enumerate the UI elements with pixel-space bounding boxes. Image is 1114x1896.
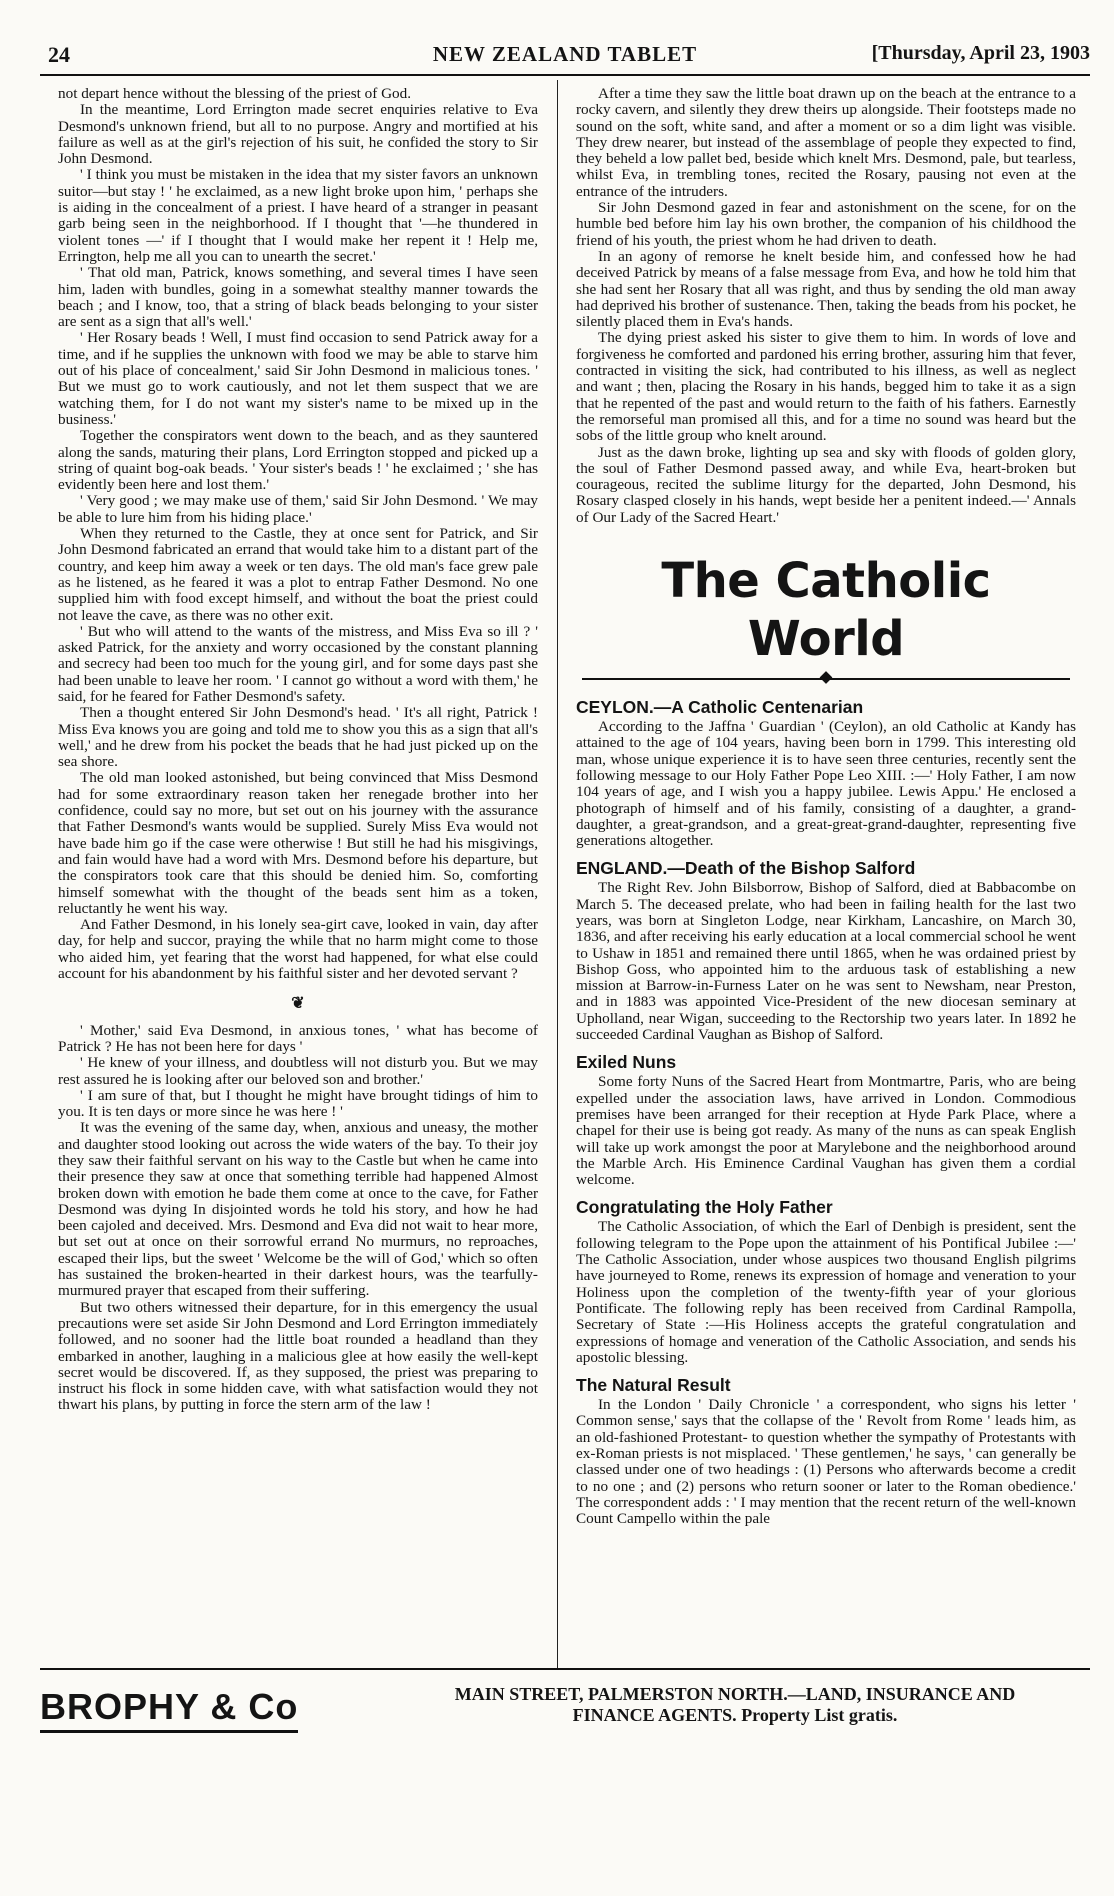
advertisement xyxy=(40,1684,1090,1754)
paragraph: But two others witnessed their departure, for in this emergency the usual precautions were set aside Sir John Desmond and Lord Errington immediately followed, and no sooner had the little boat rounded a headland than they embarked in another, laughing in a malicious glee at how easily the well-kept secret would be discovered. If, as they supposed, the priest was preparing to instruct his flock in some hidden cave, with what satisfaction would they not thwart his plans, by putting in force the stern arm of the law ! xyxy=(58,1298,538,1414)
issue-date: [Thursday, April 23, 1903 xyxy=(871,42,1090,64)
article-heading: Exiled Nuns xyxy=(576,1052,677,1073)
page-header xyxy=(40,42,1090,72)
paragraph: ' Very good ; we may make use of them,' said Sir John Desmond. ' We may be able to lure him from his hiding place.' xyxy=(58,492,538,526)
ad-line-1: MAIN STREET, PALMERSTON NORTH.—LAND, INSURANCE AND xyxy=(454,1684,1016,1704)
paragraph: ' He knew of your illness, and doubtless will not disturb you. But we may rest assured he is looking after our beloved son and brother.' xyxy=(58,1054,538,1088)
article-body: In the London ' Daily Chronicle ' a correspondent, who signs his letter ' Common sense,' says that the collapse of the ' Revolt from Rome ' leads him, as an old-fashioned Protestant- to question whether the sympathy of Protestants with ex-Roman priests is not misplaced. ' These gentlemen,' he says, ' can generally be classed under one of two headings : (1) Persons who afterwards become a credit to no one ; and (2) persons who return sooner or later to the Roman obedience.' The correspondent adds : ' I may mention that the recent return of the well-known Count Campello within the pale xyxy=(576,1396,1076,1528)
ad-line-2 xyxy=(385,1705,1085,1726)
paragraph: not depart hence without the blessing of the priest of God. xyxy=(58,85,412,102)
advertiser-name: BROPHY & Co xyxy=(40,1686,298,1733)
article-heading: The Natural Result xyxy=(576,1375,731,1396)
article-body: Some forty Nuns of the Sacred Heart from Montmartre, Paris, who are being expelled under the association laws, have arrived in London. Commodious premises have been arranged for their reception at Hyde Park Place, where a chapel for their use is being got ready. As many of the nuns as can speak English will take up work amongst the poor at Marylebone and the neighborhood around the Marble Arch. His Eminence Cardinal Vaughan has given them a cordial welcome. xyxy=(576,1073,1076,1189)
footer-rule xyxy=(40,1668,1090,1670)
paragraph: Together the conspirators went down to the beach, and as they sauntered along the sands, maturing their plans, Lord Errington stopped and picked up a string of quaint bog-oak beads. ' Your sister's beads ! ' he exclaimed ; ' she has evidently been here and lost them.' xyxy=(58,427,538,494)
article-body: The Catholic Association, of which the Earl of Denbigh is president, sent the following telegram to the Pope upon the attainment of his Pontifical Jubilee :—' The Catholic Association, under whose auspices two thousand English pilgrims have journeyed to Rome, renews its expression of homage and veneration to your Holiness upon the completion of the twenty-fifth year of your glorious Pontificate. The following reply has been received from Cardinal Rampolla, Secretary of State :—His Holiness accepts the grateful congratulation and expressions of homage and veneration of the Catholic Association, and sends his apostolic blessing. xyxy=(576,1218,1076,1366)
paragraph: ' I think you must be mistaken in the idea that my sister favors an unknown suitor—but stay ! ' he exclaimed, as a new light broke upon him, ' perhaps she is aiding in the concealment of a priest. I have heard of a stranger in peasant garb being seen in the neighborhood. If I thought that '—he thundered in violent tones —' if I thought that I would make her repent it ! Help me, Errington, help me all you can to unearth the secret.' xyxy=(58,166,538,265)
publication-title: NEW ZEALAND TABLET xyxy=(432,42,698,66)
paragraph: The dying priest asked his sister to give them to him. In words of love and forgiveness he comforted and pardoned his erring brother, assuring him that fever, contracted in visiting the sick, had contributed to his illness, as well as neglect and want ; then, placing the Rosary in his hands, begged him to take it as a sign that he repented of the past and would return to the faith of his fathers. Earnestly the remorseful man promised all this, and for a time no sound was heard but the sobs of the little group who knelt around. xyxy=(576,329,1076,445)
ad-line-2-rest: Property List gratis. xyxy=(741,1705,898,1725)
paragraph: In an agony of remorse he knelt beside him, and confessed how he had deceived Patrick by means of a false message from Eva, and how he told him that she had sent her Rosary that all was right, and thus by sending the old man away had deprived his brother of sustenance. Then, taking the beads from his pocket, he silently placed them in Eva's hands. xyxy=(576,247,1076,331)
article-heading: ENGLAND.—Death of the Bishop Salford xyxy=(576,858,916,879)
ad-line-2-bold: FINANCE AGENTS. xyxy=(572,1705,737,1725)
left-column xyxy=(58,86,538,1414)
paragraph: ' Mother,' said Eva Desmond, in anxious tones, ' what has become of Patrick ? He has not been here for days ' xyxy=(58,1021,538,1055)
paragraph: ' But who will attend to the wants of the mistress, and Miss Eva so ill ? ' asked Patrick, for the anxiety and worry occasioned by the constant planning and secrecy had been too much for the young girl, and for some days past she had been unable to leave her room. ' I cannot go without a word with them,' he said, for he feared for Father Desmond's safety. xyxy=(58,622,538,705)
column-divider xyxy=(557,80,558,1670)
page-number: 24 xyxy=(48,42,70,67)
paragraph: ' I am sure of that, but I thought he might have brought tidings of him to you. It is ten days or more since he was here ! ' xyxy=(58,1086,538,1121)
article-body: According to the Jaffna ' Guardian ' (Ceylon), an old Catholic at Kandy has attained to the age of 104 years, having been born in 1799. This interesting old man, whose unique experience it is to have seen three centuries, recently sent the following message to our Holy Father Pope Leo XIII. :—' Holy Father, I am now 104 years of age, and I wish you a happy jubilee. Lewis Appu.' He enclosed a photograph of himself and of his family, consisting of a daughter, a grand-daughter, a great-grandson, and a great-great-grand-daughter, representing five generations altogether. xyxy=(576,718,1076,850)
paragraph: Then a thought entered Sir John Desmond's head. ' It's all right, Patrick ! Miss Eva knows you are going and told me to show you this as a sign that all's well,' and he drew from his pocket the beads that he had just picked up on the sea shore. xyxy=(58,704,538,771)
diamond-icon xyxy=(820,671,833,684)
paragraph: Just as the dawn broke, lighting up sea and sky with floods of golden glory, the soul of Father Desmond passed away, and while Eva, heart-broken but courageous, recited the sublime liturgy for the departed, John Desmond, his Rosary clasped closely in his hands, wept beside her a penitent indeed.—' Annals of Our Lady of the Sacred Heart.' xyxy=(576,443,1076,526)
title-rule-ornament xyxy=(582,672,1070,686)
header-rule xyxy=(40,74,1090,76)
section-separator-ornament: ❦ xyxy=(291,995,305,1013)
advertisement-text xyxy=(385,1684,1085,1726)
paragraph: ' Her Rosary beads ! Well, I must find occasion to send Patrick away for a time, and if he supplies the unknown with food we may be able to starve him out of his place of concealment,' said Sir John Desmond in malicious tones. ' But we must go to work cautiously, and not let them suspect that we are watching them, for I do not want my sister's name to be mixed up in the business.' xyxy=(58,329,538,428)
paragraph: The old man looked astonished, but being convinced that Miss Desmond had for some extraordinary reason taken her renegade brother into her confidence, could say no more, but set out on his journey with the assurance that Father Desmond's wants would be supplied. Surely Miss Eva would not have bade him go if the case were otherwise ! But still he had his misgivings, and fain would have had a word with Mrs. Desmond before his departure, but the conspirators took care that this should be denied him. So, comforting himself somewhat with the thought of the beads sent him as a token, reluctantly he went his way. xyxy=(58,769,538,917)
paragraph: ' That old man, Patrick, knows something, and several times I have seen him, laden with bundles, going in a somewhat stealthy manner towards the beach ; and I know, too, that a string of black beads belonging to your sister are sent as a sign that all's well.' xyxy=(58,264,538,331)
paragraph: After a time they saw the little boat drawn up on the beach at the entrance to a rocky cavern, and silently they drew theirs up alongside. Their footsteps made no sound on the soft, white sand, and after a moment or so a dim light was visible. They drew nearer, but instead of the assemblage of people they expected to find, they beheld a low pallet bed, beside which knelt Mrs. Desmond, pale, but tearless, whilst Eva, in trembling tones, recited the Rosary, pausing not even at the entrance of the intruders. xyxy=(576,85,1076,200)
paragraph: And Father Desmond, in his lonely sea-girt cave, looked in vain, day after day, for help and succor, praying the while that no harm might come to those who aided him, yet fearing that the worst had happened, for what else could account for his abandonment by his faithful sister and her devoted servant ? xyxy=(58,916,538,983)
article-heading: CEYLON.—A Catholic Centenarian xyxy=(576,697,864,718)
paragraph: It was the evening of the same day, when, anxious and uneasy, the mother and daughter stood looking out across the wide waters of the bay. To their joy they saw their faithful servant on his way to the Castle but when he came into their presence they saw at once that something terrible had happened Almost broken down with emotion he bade them come at once to the cave, for Father Desmond was dying In disjointed words he told his story, and how he had been cajoled and deceived. Mrs. Desmond and Eva did not wait to hear more, but set out at once on their sorrowful errand No murmurs, no reproaches, escaped their lips, but the sweet ' Welcome be the will of God,' which so often has sustained the broken-hearted in their darkest hours, was the tearfully-murmured prayer that escaped from their suffering. xyxy=(58,1119,538,1300)
paragraph: When they returned to the Castle, they at once sent for Patrick, and Sir John Desmond fabricated an errand that would take him to a distant part of the country, and keep him away a week or ten days. The old man's face grew pale as he listened, as he feared it was a plot to entrap Father Desmond. No one supplied him with food except himself, and without the boat the priest could not leave the cave, as there was no other exit. xyxy=(58,525,538,624)
article-body: The Right Rev. John Bilsborrow, Bishop of Salford, died at Babbacombe on March 5. The deceased prelate, who had been in failing health for the last two years, was born at Singleton Lodge, near Kirkham, Lancashire, on March 30, 1836, and after receiving his early education at a local commercial school he went to Ushaw in 1851 and remained there until 1865, when he was ordained priest by Bishop Goss, who appointed him to the arduous task of establishing a new mission at Barrow-in-Furness Later on he was sent to Newsham, near Preston, and in 1883 was appointed Vice-President of the new diocesan seminary at Upholland, near Wigan, succeeding to the Rectorship two years later. In 1892 he succeeded Cardinal Vaughan as Bishop of Salford. xyxy=(576,879,1076,1044)
paragraph: In the meantime, Lord Errington made secret enquiries relative to Eva Desmond's unknown friend, but all to no purpose. Angry and mortified at his failure as well as at the girl's rejection of his suit, he confided the story to Sir John Desmond. xyxy=(58,101,538,168)
section-title: The Catholic World xyxy=(661,553,991,668)
article-heading: Congratulating the Holy Father xyxy=(576,1197,833,1218)
right-column xyxy=(576,86,1076,1527)
paragraph: Sir John Desmond gazed in fear and astonishment on the scene, for on the humble bed before him lay his own brother, the companion of his childhood the friend of his youth, the priest whom he had driven to death. xyxy=(576,199,1076,249)
